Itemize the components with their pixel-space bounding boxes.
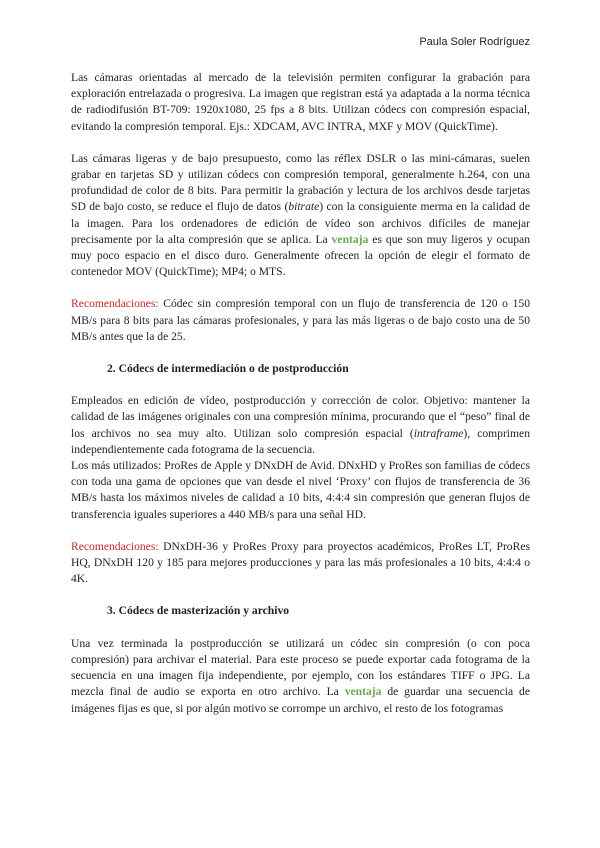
recommendation-label: Recomendaciones: xyxy=(71,297,159,311)
paragraph-text: Las cámaras ligeras y de bajo presupuesto, como las réflex DSLR o las mini-cámaras, suelen grabar en tarjetas SD y utilizan códecs con compresión temporal, generalmente h.264, con una profundidad de color de 8 bits. Para permitir la grabación y lectura de los archivos desde tarjetas SD de bajo costo, se reduce el flujo de datos ( xyxy=(71,151,530,214)
italic-term-intraframe: intraframe xyxy=(413,426,464,440)
paragraph-postproduction xyxy=(71,393,530,458)
section-heading-intermediation: 2. Códecs de intermediación o de postproducción xyxy=(107,362,349,376)
highlight-ventaja: ventaja xyxy=(344,685,382,699)
paragraph-text: Una vez terminada la postproducción se utilizará un códec sin compresión (o con poca compresión) para archivar el material. Para este proceso se puede exportar cada fotograma de la secuencia en una imagen fija independiente, por ejemplo, con los estándares TIFF o JPG. La mezcla final de audio se exporta en otro archivo. La xyxy=(71,636,530,699)
paragraph-text: es que son muy ligeros y ocupan muy poco espacio en el disco duro. Generalmente ofrecen la opción de elegir el formato de contenedor MOV (QuickTime); MP4; o MTS. xyxy=(71,232,530,279)
paragraph-broadcast-cameras: Las cámaras orientadas al mercado de la televisión permiten configurar la grabación para exploración entrelazada o progresiva. La imagen que registran está ya adaptada a la norma técnica de radiodifusión BT-709: 1920x1080, 25 fps a 8 bits. Utilizan códecs con compresión espacial, evitando la compresión temporal. Ejs.: XDCAM, AVC INTRA, MXF y MOV (QuickTime). xyxy=(71,71,530,133)
recommendation-text: Códec sin compresión temporal con un flujo de transferencia de 120 o 150 MB/s para 8 bits para las cámaras profesionales, y para las más ligeras o de bajo costo una de 50 MB/s antes que la de 25. xyxy=(71,297,530,343)
paragraph-text: ) con la consiguiente merma en la calidad de la imagen. Para los ordenadores de edición de vídeo son archivos difíciles de manejar precisamente por la alta compresión que se aplica. La xyxy=(71,200,531,246)
recommendation-capture xyxy=(71,296,530,345)
paragraph-text: ), comprimen independientemente cada fotograma de la secuencia. xyxy=(71,426,530,456)
recommendation-label: Recomendaciones: xyxy=(71,539,159,553)
paragraph-text: de guardar una secuencia de imágenes fijas es que, si por algún motivo se corrompe un archivo, el resto de los fotogramas xyxy=(71,685,531,715)
recommendation-intermediation xyxy=(71,539,530,588)
highlight-ventaja: ventaja xyxy=(331,232,369,246)
recommendation-text: DNxDH-36 y ProRes Proxy para proyectos académicos, ProRes LT, ProRes HQ, DNxDH 120 y 185 para mejores producciones y para las más profesionales a 10 bits, 4:4:4 o 4K. xyxy=(71,539,530,586)
paragraph-light-cameras xyxy=(71,151,530,281)
paragraph-text: Empleados en edición de vídeo, postproducción y corrección de color. Objetivo: mantener la calidad de las imágenes originales con una compresión mínima, procurando que el “peso” final de los archivos no sea muy alto. Utilizan solo compresión espacial ( xyxy=(71,394,530,440)
paragraph-prores-dnxhd: Los más utilizados: ProRes de Apple y DNxDH de Avid. DNxHD y ProRes son familias de códecs con toda una gama de opciones que van desde el nivel ‘Proxy’ con flujos de transferencia de 36 MB/s hasta los máximos niveles de calidad a 10 bits, 4:4:4 sin compresión que generan flujos de transferencia iguales superiores a 440 MB/s para una señal HD. xyxy=(71,459,530,521)
italic-term-bitrate: bitrate xyxy=(288,200,320,214)
section-heading-mastering: 3. Códecs de masterización y archivo xyxy=(107,604,290,618)
paragraph-mastering xyxy=(71,636,530,717)
header-author: Paula Soler Rodríguez xyxy=(419,36,530,48)
document-body xyxy=(71,70,530,733)
